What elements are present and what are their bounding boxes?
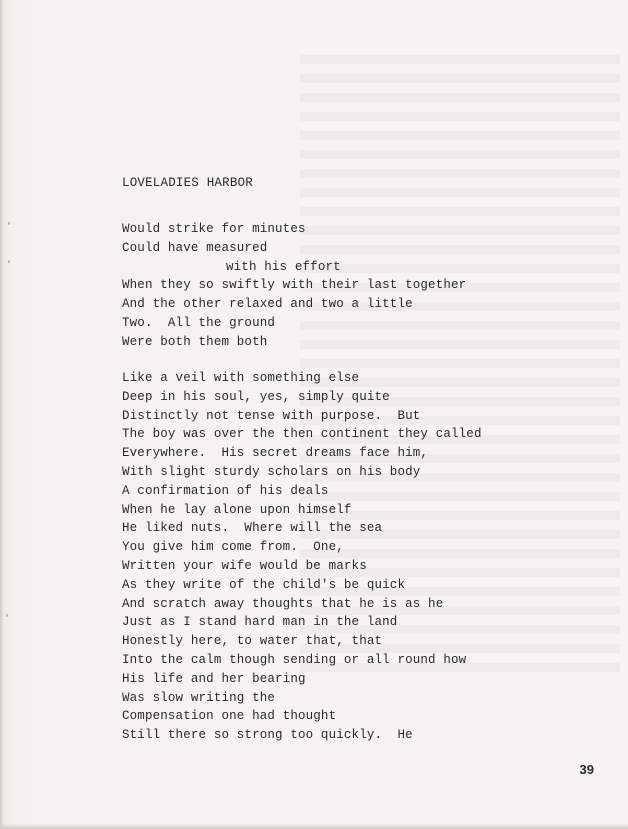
stanza-1 bbox=[122, 220, 466, 352]
poem-line: The boy was over the then continent they called bbox=[122, 427, 482, 442]
poem-line: As they write of the child's be quick bbox=[122, 577, 406, 592]
page-bottom-edge bbox=[0, 824, 628, 829]
poem-line: Still there so strong too quickly. He bbox=[122, 728, 413, 743]
poem-line: Were both them both bbox=[122, 334, 268, 349]
binding-shadow bbox=[0, 0, 4, 829]
paper-speck bbox=[8, 260, 10, 263]
poem-line: Written your wife would be marks bbox=[122, 558, 367, 573]
poem-line: Was slow writing the bbox=[122, 690, 276, 705]
page-number: 39 bbox=[579, 762, 594, 777]
stanza-2 bbox=[122, 369, 482, 745]
paper-speck bbox=[8, 222, 10, 225]
poem-line: Deep in his soul, yes, simply quite bbox=[122, 389, 390, 404]
poem-line: And scratch away thoughts that he is as he bbox=[122, 596, 444, 611]
poem-line: A confirmation of his deals bbox=[122, 483, 329, 498]
poem-line: When he lay alone upon himself bbox=[122, 502, 352, 517]
poem-line: He liked nuts. Where will the sea bbox=[122, 521, 383, 536]
poem-line: You give him come from. One, bbox=[122, 540, 344, 555]
poem-line: Would strike for minutes bbox=[122, 222, 306, 236]
poem-line: Could have measured bbox=[122, 240, 268, 255]
poem-line: And the other relaxed and two a little bbox=[122, 297, 413, 312]
poem-line: His life and her bearing bbox=[122, 671, 306, 686]
poem-line: With slight sturdy scholars on his body bbox=[122, 464, 421, 479]
poem-line: Compensation one had thought bbox=[122, 709, 337, 724]
poem-line: Two. All the ground bbox=[122, 315, 276, 330]
poem-line: Just as I stand hard man in the land bbox=[122, 615, 398, 630]
paper-speck bbox=[6, 614, 8, 617]
poem-line: Distinctly not tense with purpose. But bbox=[122, 408, 421, 423]
poem-line: Everywhere. His secret dreams face him, bbox=[122, 446, 429, 461]
poem-title: LOVELADIES HARBOR bbox=[122, 176, 253, 190]
poem-line: Honestly here, to water that, that bbox=[122, 634, 383, 649]
poem-line: Into the calm though sending or all round how bbox=[122, 652, 467, 667]
poem-line: with his effort bbox=[226, 259, 341, 274]
poem-line: When they so swiftly with their last together bbox=[122, 278, 467, 293]
poem-line: Like a veil with something else bbox=[122, 371, 360, 385]
